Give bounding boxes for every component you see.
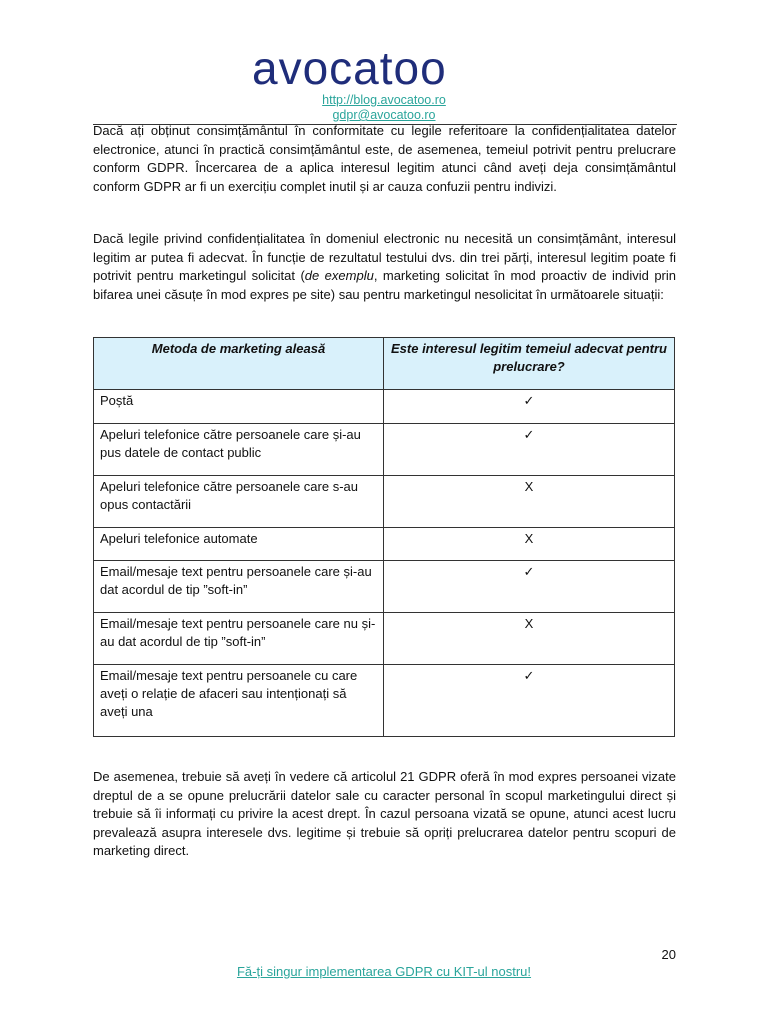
method-cell: Email/mesaje text pentru persoanele cu care aveți o relație de afaceri sau intenționați să aveți una [94, 665, 384, 737]
avocatoo-logo [252, 48, 516, 94]
gdpr-kit-link[interactable]: Fă-ți singur implementarea GDPR cu KIT-ul nostru! [236, 964, 532, 979]
paragraph2-italic: de exemplu [304, 268, 374, 283]
email-link[interactable]: gdpr@avocatoo.ro [332, 108, 436, 122]
answer-cell: ✓ [384, 561, 675, 613]
table-row [94, 665, 675, 737]
column-header-method: Metoda de marketing aleasă [94, 338, 384, 390]
method-cell: Apeluri telefonice către persoanele care s-au opus contactării [94, 476, 384, 528]
method-cell: Email/mesaje text pentru persoanele care și-au dat acordul de tip ”soft-in” [94, 561, 384, 613]
method-cell: Poștă [94, 390, 384, 424]
paragraph-consent: Dacă ați obținut consimțământul în conformitate cu legile referitoare la confidențialitatea datelor electronice, atunci în practică consimțământul este, de asemenea, temeiul potrivit pentru prelucrare conform GDPR. Încercarea de a aplica interesul legitim atunci când aveți deja consimțământul conform GDPR ar fi un exercițiu complet inutil și ar cauza confuzii pentru indivizi. [93, 123, 676, 194]
column-header-legitimate-interest: Este interesul legitim temeiul adecvat pentru prelucrare? [384, 338, 675, 390]
paragraph-legitimate-interest [93, 230, 676, 304]
answer-cell: X [384, 528, 675, 561]
table-row [94, 390, 675, 424]
page-number: 20 [661, 947, 676, 962]
method-cell: Apeluri telefonice către persoanele care și-au pus datele de contact public [94, 424, 384, 476]
table-row [94, 561, 675, 613]
answer-cell: X [384, 476, 675, 528]
paragraph-right-to-object: De asemenea, trebuie să aveți în vedere că articolul 21 GDPR oferă în mod expres persoanei vizate dreptul de a se opune prelucrării datelor sale cu caracter personal în scopul marketingului direct și trebuie să îi informați cu privire la acest drept. În cazul persoana vizată se opune, atunci acest lucru prevalează asupra interesele dvs. legitime și trebuie să opriți prelucrarea datelor pentru scopuri de marketing direct. [93, 769, 676, 858]
answer-cell: ✓ [384, 665, 675, 737]
paragraph2-part1: Dacă legile privind confidențialitatea în domeniul electronic nu necesită un consimțământ, interesul legitim ar putea fi adecvat. În funcție de rezultatul testului dvs. din trei părți, interesul legitim poate fi potrivit pentru marketingul solicitat ( [93, 231, 676, 283]
marketing-methods-table [93, 337, 675, 737]
table-header-row [94, 338, 675, 390]
table-row [94, 528, 675, 561]
table-row [94, 424, 675, 476]
brand-wordmark: avocatoo [252, 48, 447, 94]
answer-cell: ✓ [384, 424, 675, 476]
method-cell: Apeluri telefonice automate [94, 528, 384, 561]
table-row [94, 613, 675, 665]
blog-link[interactable]: http://blog.avocatoo.ro [322, 93, 446, 107]
paragraph2-part2: , marketing solicitat în mod proactiv de individ prin bifarea unei căsuțe în mod expres pe site) sau pentru marketingul nesolicitat în următoarele situații: [93, 268, 676, 302]
method-cell: Email/mesaje text pentru persoanele care nu și-au dat acordul de tip ”soft-in” [94, 613, 384, 665]
answer-cell: ✓ [384, 390, 675, 424]
answer-cell: X [384, 613, 675, 665]
table-row [94, 476, 675, 528]
